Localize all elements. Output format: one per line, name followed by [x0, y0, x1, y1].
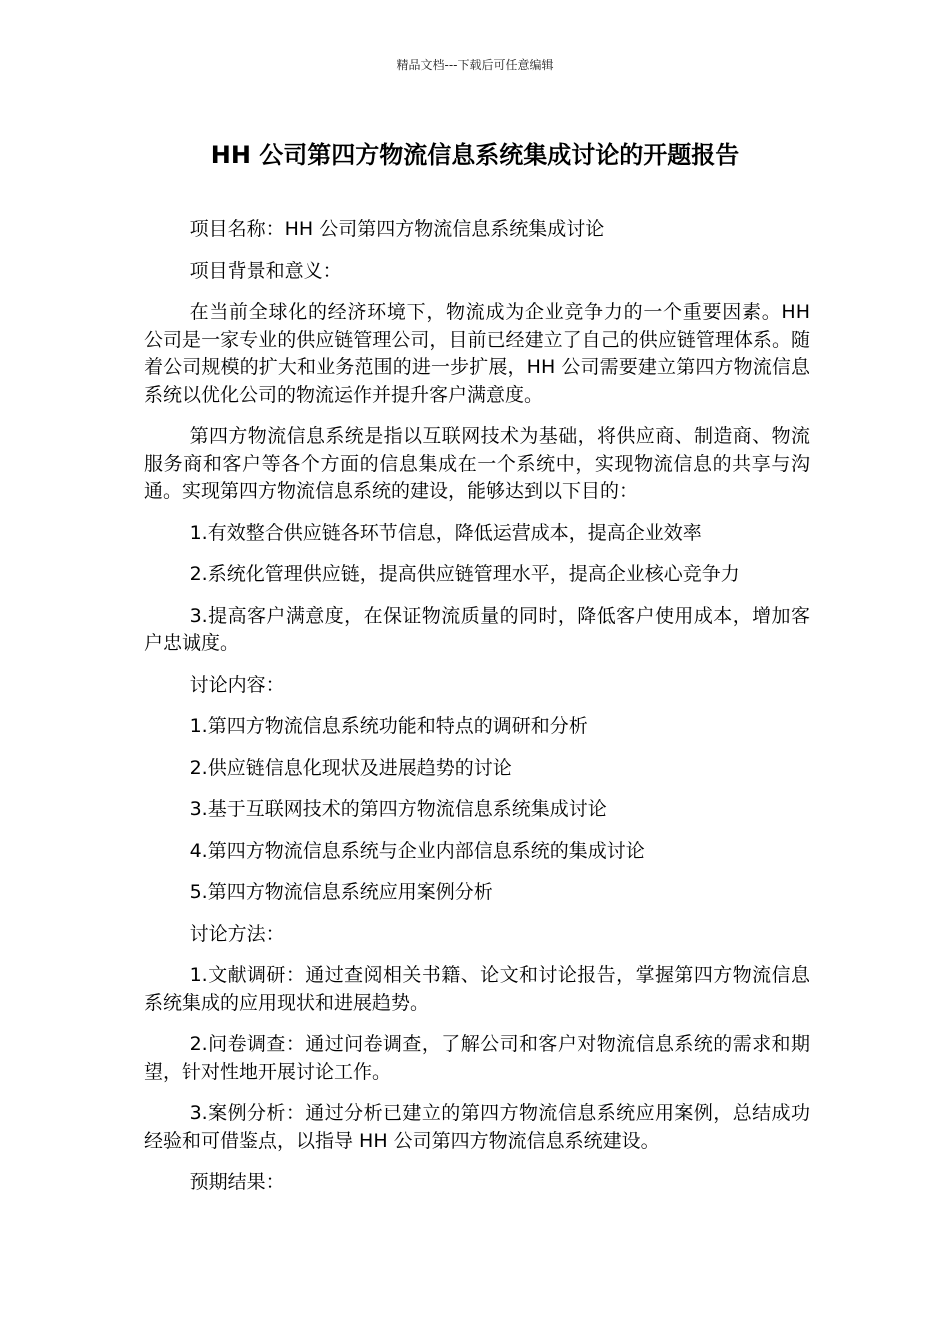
paragraph-project-name: 项目名称：HH 公司第四方物流信息系统集成讨论	[189, 218, 605, 240]
goal-item-2: 2.系统化管理供应链，提高供应链管理水平，提高企业核心竞争力	[189, 563, 740, 585]
method-item-2: 2.问卷调查：通过问卷调查，了解公司和客户对物流信息系统的需求和期望，针对性地开展讨论工作。	[144, 1033, 810, 1083]
content-item-1: 1.第四方物流信息系统功能和特点的调研和分析	[189, 715, 588, 737]
paragraph-expected-results-heading: 预期结果：	[189, 1171, 285, 1193]
paragraph-background-body: 在当前全球化的经济环境下，物流成为企业竞争力的一个重要因素。HH 公司是一家专业的供应链管理公司，目前已经建立了自己的供应链管理体系。随着公司规模的扩大和业务范围的进一步扩展，HH 公司需要建立第四方物流信息系统以优化公司的物流运作并提升客户满意度。	[144, 301, 810, 406]
header-note: 精品文档---下载后可任意编辑	[396, 58, 554, 72]
content-item-4: 4.第四方物流信息系统与企业内部信息系统的集成讨论	[189, 839, 645, 862]
content-item-3: 3.基于互联网技术的第四方物流信息系统集成讨论	[189, 798, 607, 820]
method-item-3: 3.案例分析：通过分析已建立的第四方物流信息系统应用案例，总结成功经验和可借鉴点，以指导 HH 公司第四方物流信息系统建设。	[144, 1102, 810, 1152]
paragraph-content-heading: 讨论内容：	[189, 673, 285, 696]
goal-item-3: 3.提高客户满意度，在保证物流质量的同时，降低客户使用成本，增加客户忠诚度。	[144, 604, 810, 654]
paragraph-method-heading: 讨论方法：	[189, 922, 285, 945]
paragraph-background-heading: 项目背景和意义：	[189, 259, 342, 282]
content-item-5: 5.第四方物流信息系统应用案例分析	[189, 881, 493, 903]
content-item-2: 2.供应链信息化现状及进展趋势的讨论	[189, 756, 512, 779]
paragraph-system-definition: 第四方物流信息系统是指以互联网技术为基础，将供应商、制造商、物流服务商和客户等各个方面的信息集成在一个系统中，实现物流信息的共享与沟通。实现第四方物流信息系统的建设，能够达到以下目的：	[144, 425, 810, 502]
goal-item-1: 1.有效整合供应链各环节信息，降低运营成本，提高企业效率	[189, 521, 702, 544]
document-title: HH 公司第四方物流信息系统集成讨论的开题报告	[210, 141, 740, 169]
method-item-1: 1.文献调研：通过查阅相关书籍、论文和讨论报告，掌握第四方物流信息系统集成的应用现状和进展趋势。	[144, 964, 810, 1014]
document-body	[144, 216, 810, 1211]
